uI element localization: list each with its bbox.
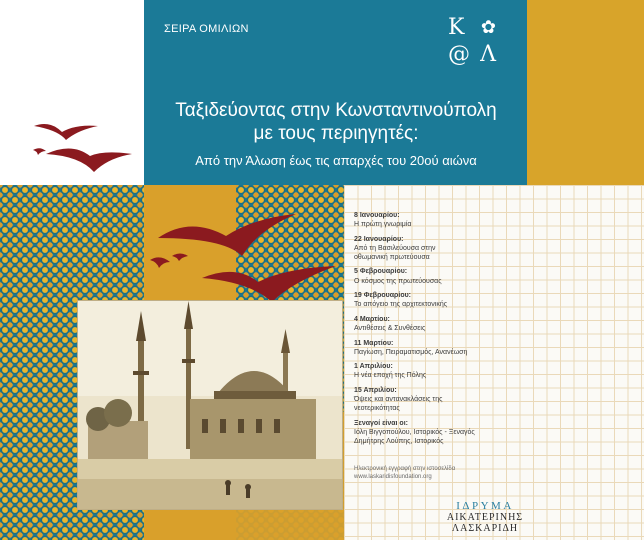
- list-item: [354, 235, 539, 262]
- event-date: 1 Απριλίου:: [354, 363, 393, 371]
- speaker-name: Δημήτρης Λούπης, Ιστορικός: [354, 437, 444, 445]
- gold-panel: [527, 0, 644, 185]
- foundation-name: ΙΔΡΥΜΑ: [456, 500, 514, 512]
- event-topic: Το απόγειο της αρχιτεκτονικής: [354, 301, 448, 309]
- registration-text: Ηλεκτρονική εγγραφή στην ιστοσελίδα: [354, 466, 456, 472]
- foundation-name: ΛΑΣΚΑΡΙΔΗ: [451, 523, 519, 534]
- seagulls-icon: [146, 198, 344, 308]
- event-topic: Η πρώτη γνωριμία: [354, 221, 412, 229]
- event-topic: Από τη Βασιλεύουσα στην: [354, 244, 436, 252]
- event-topic: Παγίωση, Πειραματισμός, Ανανέωση: [354, 348, 468, 356]
- logo-letter: Λ: [480, 42, 496, 67]
- list-item: [354, 315, 539, 333]
- logo-flower-icon: ✿: [480, 17, 496, 38]
- birds-icon: [28, 118, 138, 176]
- event-date: 19 Φεβρουαρίου:: [354, 292, 412, 300]
- schedule-list: [354, 211, 539, 451]
- event-topic: οθωμανική πρωτεύουσα: [354, 253, 430, 261]
- kl-logo: [448, 14, 508, 70]
- hagia-sophia-illustration: [78, 301, 343, 510]
- list-item: [354, 211, 539, 229]
- event-date: 8 Ιανουαρίου:: [354, 212, 400, 219]
- event-topic: Αντιθέσεις & Συνθέσεις: [354, 324, 426, 332]
- website-link[interactable]: www.laskaridisfoundation.org: [354, 474, 432, 480]
- logo-at-icon: @: [448, 42, 470, 67]
- title-block: [150, 99, 522, 170]
- page-title-line: Ταξιδεύοντας στην Κωνσταντινούπολη: [175, 100, 497, 121]
- foundation-name: ΑΙΚΑΤΕΡΙΝΗΣ: [446, 512, 524, 523]
- page-subtitle: Από την Άλωση έως τις απαρχές του 20ού αιώνα: [195, 153, 477, 168]
- list-item: [354, 291, 539, 309]
- event-date: 4 Μαρτίου:: [354, 315, 390, 323]
- speakers-label: Ξεναγοί είναι οι:: [354, 419, 408, 427]
- speaker-name: Ιόλη Βιγγοπούλου, Ιστορικός - Ξεναγός: [354, 428, 475, 436]
- registration-note: [354, 465, 534, 481]
- list-item: [354, 339, 539, 357]
- mosque-engraving: [77, 300, 343, 510]
- list-item: [354, 386, 539, 413]
- foundation-logo: [446, 500, 524, 534]
- event-date: 15 Απριλίου:: [354, 386, 397, 394]
- event-date: 22 Ιανουαρίου:: [354, 235, 404, 243]
- speakers-block: [354, 419, 539, 446]
- series-label: ΣΕΙΡΑ ΟΜΙΛΙΩΝ: [164, 23, 249, 35]
- event-date: 5 Φεβρουαρίου:: [354, 268, 408, 276]
- list-item: [354, 362, 539, 380]
- event-topic: Ο κόσμος της πρωτεύουσας: [354, 277, 442, 285]
- event-topic: Η νέα εποχή της Πόλης: [354, 372, 427, 380]
- page-title-line: με τους περιηγητές:: [253, 123, 419, 144]
- event-topic: Όψεις και αντανακλάσεις της: [354, 396, 443, 403]
- event-date: 11 Μαρτίου:: [354, 339, 394, 347]
- logo-letter: Κ: [448, 15, 465, 40]
- event-topic: νεοτερικότητας: [354, 405, 400, 413]
- list-item: [354, 267, 539, 285]
